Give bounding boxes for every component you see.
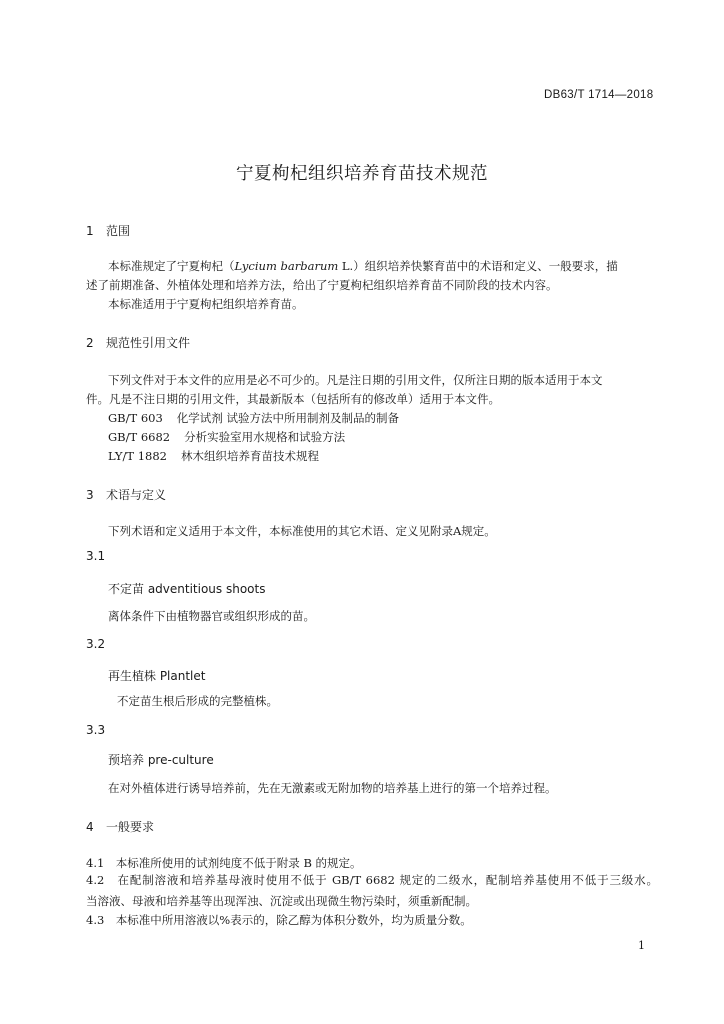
section-number: 1 (86, 224, 94, 238)
latin-name: Lycium barbarum (234, 259, 339, 273)
section-3-heading (86, 486, 166, 503)
text-run: L.）组织培养快繁育苗中的术语和定义、一般要求，描 (338, 259, 618, 273)
reference-title: 分析实验室用水规格和试验方法 (184, 430, 346, 444)
requirement-item: 4.3 本标准中所用溶液以%表示的，除乙醇为体积分数外，均为质量分数。 (86, 913, 472, 927)
references-intro-line-1: 下列文件对于本文件的应用是必不可少的。凡是注日期的引用文件，仅所注日期的版本适用于本文 (108, 373, 603, 387)
reference-code: GB/T 603 (108, 411, 163, 425)
requirement-item-line-2: 当溶液、母液和培养基等出现浑浊、沉淀或出现微生物污染时，须重新配制。 (86, 894, 477, 908)
reference-item (108, 410, 399, 426)
term-number: 3.2 (86, 637, 106, 651)
section-title: 一般要求 (106, 820, 155, 834)
reference-code: LY/T 1882 (108, 449, 167, 463)
reference-title: 林木组织培养育苗技术规程 (180, 449, 319, 463)
requirement-item: 4.1 本标准所使用的试剂纯度不低于附录 B 的规定。 (86, 856, 362, 870)
scope-applicability: 本标准适用于宁夏枸杞组织培养育苗。 (108, 297, 304, 311)
section-1-heading (86, 222, 130, 239)
term-definition: 不定苗生根后形成的完整植株。 (117, 694, 278, 708)
section-4-heading (86, 818, 154, 835)
document-title: 宁夏枸杞组织培养育苗技术规范 (236, 164, 488, 184)
scope-paragraph-line-1 (108, 258, 618, 274)
reference-item (108, 429, 345, 445)
reference-code: GB/T 6682 (108, 430, 171, 444)
section-title: 术语与定义 (106, 488, 167, 502)
term-name: 再生植株 Plantlet (108, 669, 206, 683)
terms-intro: 下列术语和定义适用于本文件，本标准使用的其它术语、定义见附录A规定。 (108, 524, 496, 538)
term-number: 3.3 (86, 723, 106, 737)
term-number: 3.1 (86, 549, 106, 563)
references-intro-line-2: 件。凡是不注日期的引用文件，其最新版本（包括所有的修改单）适用于本文件。 (86, 392, 500, 406)
section-2-heading (86, 334, 190, 351)
term-name: 预培养 pre-culture (108, 753, 214, 767)
term-name: 不定苗 adventitious shoots (108, 582, 266, 596)
term-definition: 离体条件下由植物器官或组织形成的苗。 (108, 609, 315, 623)
section-title: 规范性引用文件 (106, 336, 191, 350)
page-number: 1 (638, 939, 645, 952)
section-number: 4 (86, 820, 94, 834)
section-number: 2 (86, 336, 94, 350)
section-number: 3 (86, 488, 94, 502)
standard-number: DB63/T 1714—2018 (544, 89, 654, 101)
section-title: 范围 (106, 224, 131, 238)
reference-item (108, 448, 319, 464)
term-definition: 在对外植体进行诱导培养前，先在无激素或无附加物的培养基上进行的第一个培养过程。 (108, 781, 557, 795)
scope-paragraph-line-2: 述了前期准备、外植体处理和培养方法，给出了宁夏枸杞组织培养育苗不同阶段的技术内容。 (86, 278, 558, 292)
requirement-item-line-1: 4.2 在配制溶液和培养基母液时使用不低于 GB/T 6682 规定的二级水，配制培养基使用不低于三级水。 (86, 873, 658, 887)
reference-title: 化学试剂 试验方法中所用制剂及制品的制备 (176, 411, 399, 425)
text-run: 本标准规定了宁夏枸杞（ (108, 259, 235, 273)
